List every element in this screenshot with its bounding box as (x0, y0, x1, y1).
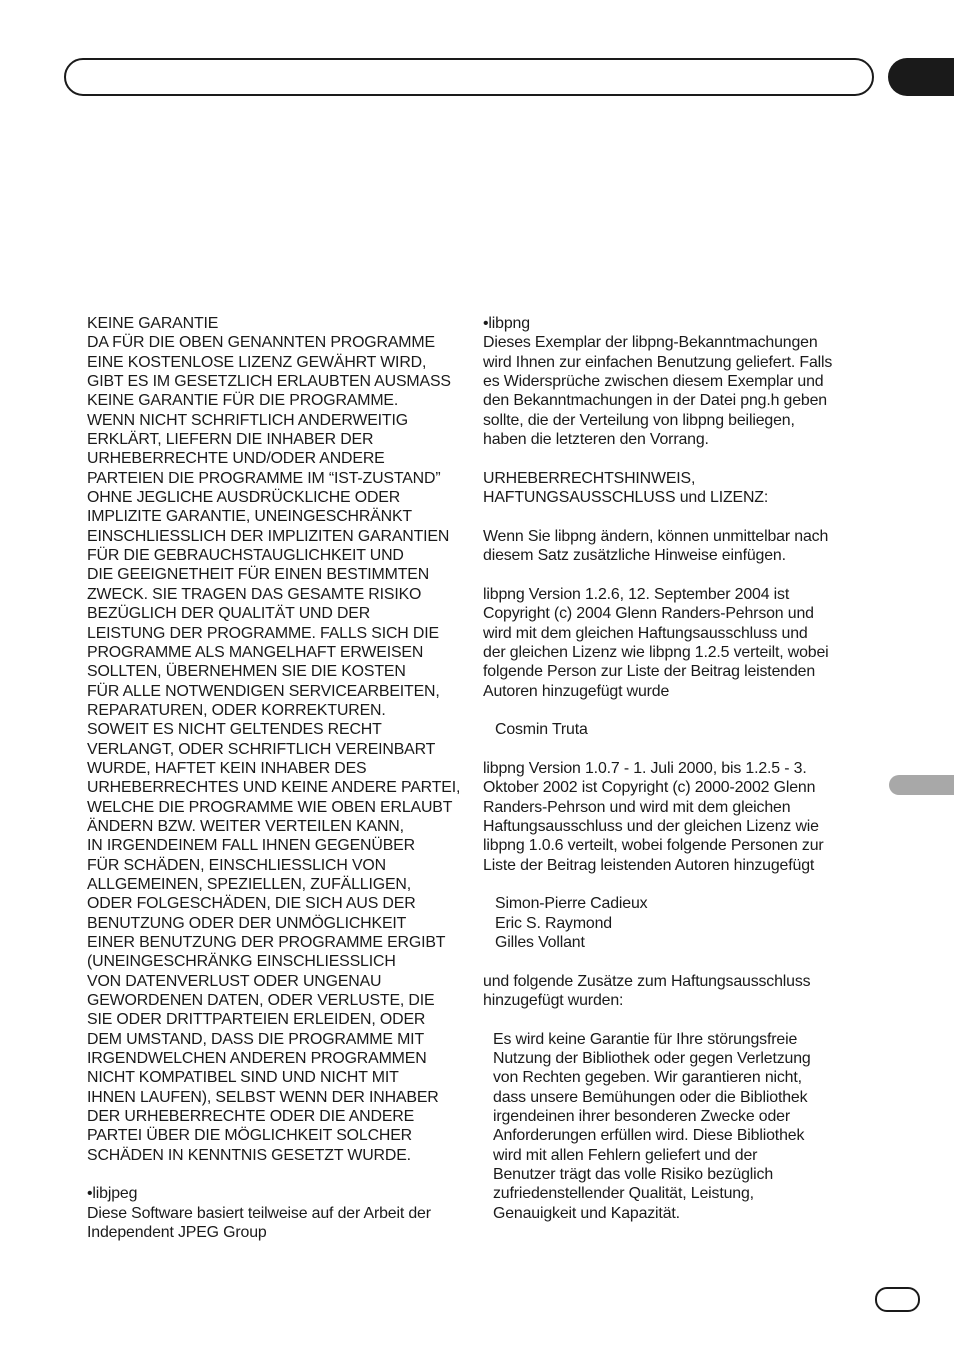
right-text-line: Oktober 2002 ist Copyright (c) 2000-2002 Glenn (483, 779, 816, 797)
left-text-line: ODER FOLGESCHÄDEN, DIE SICH AUS DER (87, 895, 416, 913)
left-text-line: OHNE JEGLICHE AUSDRÜCKLICHE ODER (87, 489, 401, 507)
left-text-line: DEM UMSTAND, DASS DIE PROGRAMME MIT (87, 1030, 425, 1048)
right-text-line: haben die letzteren den Vorrang. (483, 431, 709, 449)
right-text-line (483, 875, 873, 894)
left-text-line: REPARATUREN, ODER KORREKTUREN. (87, 701, 386, 719)
right-text-line: Benutzer trägt das volle Risiko bezüglich (493, 1166, 774, 1184)
right-text-line: es Widersprüche zwischen diesem Exemplar und (483, 373, 824, 391)
right-text-line: Simon-Pierre Cadieux (495, 895, 648, 913)
left-text-column (87, 314, 472, 1243)
left-text-line: GEWORDENEN DATEN, ODER VERLUSTE, DIE (87, 992, 435, 1010)
right-text-column (483, 314, 873, 1223)
left-text-line: EINER BENUTZUNG DER PROGRAMME ERGIBT (87, 934, 446, 951)
left-text-line: NICHT KOMPATIBEL SIND UND NICHT MIT (87, 1069, 399, 1087)
section-index-tab (889, 775, 954, 795)
right-text-line: libpng Version 1.0.7 - 1. Juli 2000, bis 1.2.5 - 3. (483, 759, 807, 777)
left-text-line: URHEBERRECHTE UND/ODER ANDERE (87, 450, 385, 468)
left-text-line: EINE KOSTENLOSE LIZENZ GEWÄHRT WIRD, (87, 353, 427, 371)
right-text-line: Wenn Sie libpng ändern, können unmittelbar nach (483, 527, 829, 545)
left-text-line: ZWECK. SIE TRAGEN DAS GESAMTE RISIKO (87, 585, 422, 603)
left-text-line: IN IRGENDEINEM FALL IHNEN GEGENÜBER (87, 837, 415, 855)
right-text-line: dass unsere Bemühungen oder die Bibliothek (493, 1088, 808, 1106)
right-text-line (483, 701, 873, 720)
right-text-line: den Bekanntmachungen in der Datei png.h geben (483, 392, 827, 410)
right-text-line: Gilles Vollant (495, 934, 585, 951)
chapter-header-bar (64, 58, 874, 96)
right-text-line: Eric S. Raymond (495, 914, 612, 932)
right-text-line: wird mit allen Fehlern geliefert und der (493, 1146, 758, 1164)
right-text-line: •libpng (483, 315, 530, 332)
right-text-line: Randers-Pehrson und wird mit dem gleichen (483, 798, 791, 816)
left-text-line: URHEBERRECHTES UND KEINE ANDERE PARTEI, (87, 779, 461, 797)
right-text-line: Es wird keine Garantie für Ihre störungsfreie (493, 1030, 798, 1048)
right-text-line: irgendeinen ihrer besonderen Zwecke oder (493, 1108, 790, 1126)
left-text-line: KEINE GARANTIE (87, 315, 219, 332)
left-text-line: •libjpeg (87, 1185, 138, 1203)
left-text-line: DER URHEBERRECHTE ODER DIE ANDERE (87, 1108, 415, 1126)
left-text-line: LEISTUNG DER PROGRAMME. FALLS SICH DIE (87, 624, 439, 642)
right-text-line: Copyright (c) 2004 Glenn Randers-Pehrson und (483, 605, 814, 623)
right-text-line: sollte, die der Verteilung von libpng beiliegen, (483, 411, 795, 429)
page-number-badge (875, 1287, 920, 1312)
left-text-line: SCHÄDEN IN KENNTNIS GESETZT WURDE. (87, 1146, 411, 1164)
right-text-line: URHEBERRECHTSHINWEIS, (483, 469, 696, 487)
right-text-line: diesem Satz zusätzliche Hinweise einfügen. (483, 547, 786, 565)
left-text-line: WURDE, HAFTET KEIN INHABER DES (87, 759, 367, 777)
right-text-line: Anforderungen erfüllen wird. Diese Bibliothek (493, 1127, 805, 1145)
right-text-line: libpng 1.0.6 verteilt, wobei folgende Personen zur (483, 837, 824, 855)
left-text-line: (UNEINGESCHRÄNKG EINSCHLIESSLICH (87, 953, 396, 971)
right-text-line: HAFTUNGSAUSSCHLUSS und LIZENZ: (483, 489, 769, 507)
right-text-line: Liste der Beitrag leistenden Autoren hinzugefügt (483, 856, 815, 874)
right-text-line: zufriedenstellender Qualität, Leistung, (493, 1185, 754, 1203)
left-text-line: VON DATENVERLUST ODER UNGENAU (87, 972, 382, 990)
right-text-line (483, 507, 873, 526)
left-text-line: FÜR DIE GEBRAUCHSTAUGLICHKEIT UND (87, 547, 404, 565)
right-text-line (483, 565, 873, 584)
left-text-line: FÜR ALLE NOTWENDIGEN SERVICEARBEITEN, (87, 682, 440, 700)
right-text-line: wird Ihnen zur einfachen Benutzung geliefert. Falls (483, 353, 833, 371)
left-text-line: SOLLTEN, ÜBERNEHMEN SIE DIE KOSTEN (87, 663, 406, 681)
left-text-line: SOWEIT ES NICHT GELTENDES RECHT (87, 721, 382, 739)
right-text-line (483, 740, 873, 759)
right-text-line (483, 952, 873, 971)
left-text-line: PARTEI ÜBER DIE MÖGLICHKEIT SOLCHER (87, 1127, 412, 1145)
right-text-line: Genauigkeit und Kapazität. (493, 1204, 680, 1222)
left-text-line: KEINE GARANTIE FÜR DIE PROGRAMME. (87, 392, 399, 410)
left-text-line: ÄNDERN BZW. WEITER VERTEILEN KANN, (87, 817, 404, 835)
left-text-line: SIE ODER DRITTPARTEIEN ERLEIDEN, ODER (87, 1011, 426, 1029)
right-text-line: Nutzung der Bibliothek oder gegen Verletzung (493, 1050, 811, 1068)
left-text-line: DIE GEEIGNETHEIT FÜR EINEN BESTIMMTEN (87, 566, 430, 584)
left-text-line: FÜR SCHÄDEN, EINSCHLIESSLICH VON (87, 856, 386, 874)
right-text-line: Autoren hinzugefügt wurde (483, 682, 670, 700)
left-text-line: WENN NICHT SCHRIFTLICH ANDERWEITIG (87, 411, 408, 429)
left-text-line: Independent JPEG Group (87, 1224, 267, 1242)
right-text-line: und folgende Zusätze zum Haftungsausschluss (483, 972, 811, 990)
left-text-line: PARTEIEN DIE PROGRAMME IM “IST-ZUSTAND” (87, 469, 441, 487)
chapter-header-tab (888, 58, 954, 96)
right-text-line: von Rechten gegeben. Wir garantieren nicht, (493, 1069, 802, 1087)
right-text-line: hinzugefügt wurden: (483, 992, 624, 1010)
left-text-line: DA FÜR DIE OBEN GENANNTEN PROGRAMME (87, 334, 435, 352)
right-text-line: Haftungsausschluss und der gleichen Lizenz wie (483, 817, 819, 835)
right-text-line: der gleichen Lizenz wie libpng 1.2.5 verteilt, wobei (483, 643, 829, 661)
left-text-line: IMPLIZITE GARANTIE, UNEINGESCHRÄNKT (87, 508, 412, 526)
left-text-line: ERKLÄRT, LIEFERN DIE INHABER DER (87, 431, 374, 449)
right-text-line: folgende Person zur Liste der Beitrag leistenden (483, 663, 816, 681)
left-text-line: GIBT ES IM GESETZLICH ERLAUBTEN AUSMASS (87, 373, 451, 391)
right-text-line (483, 449, 873, 468)
right-text-line (483, 1010, 873, 1029)
left-text-line: IRGENDWELCHEN ANDEREN PROGRAMMEN (87, 1050, 427, 1068)
left-text-line: BEZÜGLICH DER QUALITÄT UND DER (87, 605, 371, 623)
left-text-line: PROGRAMME ALS MANGELHAFT ERWEISEN (87, 643, 424, 661)
left-text-line: VERLANGT, ODER SCHRIFTLICH VEREINBART (87, 740, 436, 758)
left-text-line: WELCHE DIE PROGRAMME WIE OBEN ERLAUBT (87, 798, 453, 816)
right-text-line: wird mit dem gleichen Haftungsausschluss und (483, 624, 808, 642)
right-text-line: libpng Version 1.2.6, 12. September 2004 ist (483, 585, 790, 603)
left-text-line: Diese Software basiert teilweise auf der Arbeit der (87, 1204, 431, 1222)
right-text-line: Cosmin Truta (495, 721, 588, 739)
left-text-line (87, 1165, 472, 1184)
left-text-line: ALLGEMEINEN, SPEZIELLEN, ZUFÄLLIGEN, (87, 875, 411, 893)
left-text-line: BENUTZUNG ODER DER UNMÖGLICHKEIT (87, 914, 407, 932)
left-text-line: EINSCHLIESSLICH DER IMPLIZITEN GARANTIEN (87, 527, 450, 545)
right-text-line: Dieses Exemplar der libpng-Bekanntmachungen (483, 334, 818, 352)
left-text-line: IHNEN LAUFEN), SELBST WENN DER INHABER (87, 1088, 439, 1106)
